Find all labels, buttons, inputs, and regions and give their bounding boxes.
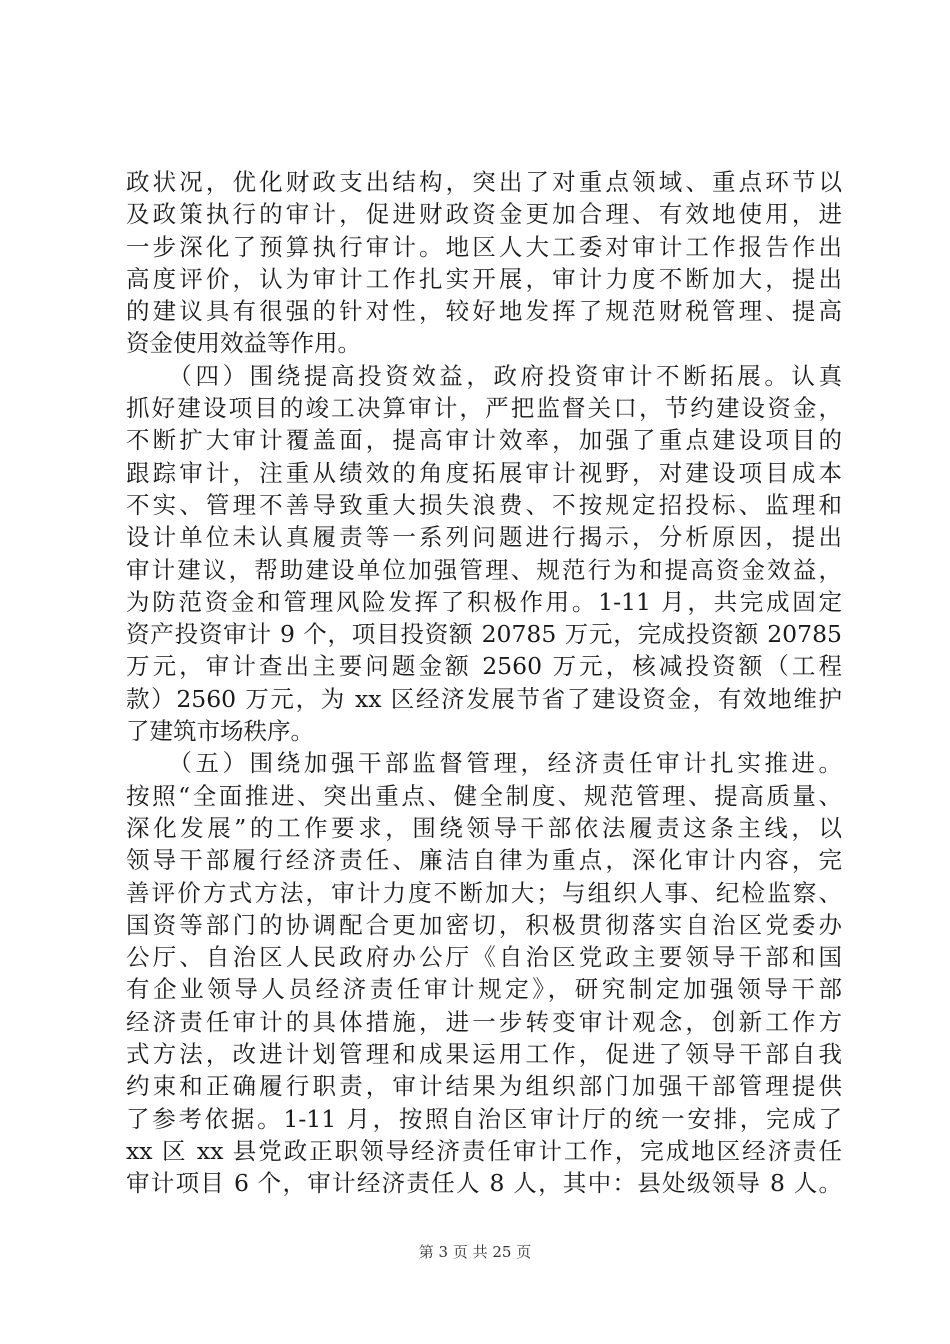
text-line: 资金使用效益等作用。: [126, 329, 361, 358]
text-line: 万元，审计查出主要问题金额 2560 万元，核减投资额（工程: [126, 652, 842, 681]
text-line: （四）围绕提高投资效益，政府投资审计不断拓展。认真: [126, 361, 842, 390]
text-line: 有企业领导人员经济责任审计规定》，研究制定加强领导干部: [126, 975, 842, 1004]
text-line: 了建筑市场秩序。: [126, 717, 314, 746]
text-line: 审计项目 6 个，审计经济责任人 8 人，其中：县处级领导 8 人。: [126, 1169, 842, 1198]
text-line: 不断扩大审计覆盖面，提高审计效率，加强了重点建设项目的: [126, 426, 842, 455]
text-line: 的建议具有很强的针对性，较好地发挥了规范财税管理、提高: [126, 297, 842, 326]
text-line: （五）围绕加强干部监督管理，经济责任审计扎实推进。: [126, 749, 842, 778]
document-body: [126, 166, 842, 1200]
text-line: 约束和正确履行职责，审计结果为组织部门加强干部管理提供: [126, 1072, 842, 1101]
text-line: 资产投资审计 9 个，项目投资额 20785 万元，完成投资额 20785: [126, 620, 842, 649]
text-line: 不实、管理不善导致重大损失浪费、不按规定招投标、监理和: [126, 490, 842, 519]
text-line: 政状况，优化财政支出结构，突出了对重点领域、重点环节以: [126, 168, 842, 196]
text-line: 及政策执行的审计，促进财政资金更加合理、有效地使用，进: [126, 200, 842, 229]
page-footer: 第 3 页 共 25 页: [418, 1243, 532, 1261]
text-line: 公厅、自治区人民政府办公厅《自治区党政主要领导干部和国: [126, 943, 842, 972]
text-line: 善评价方式方法，审计力度不断加大；与组织人事、纪检监察、: [126, 878, 842, 907]
text-line: 款）2560 万元，为 xx 区经济发展节省了建设资金，有效地维护: [126, 684, 842, 713]
text-line: 设计单位未认真履责等一系列问题进行揭示，分析原因，提出: [126, 523, 842, 552]
text-line: 审计建议，帮助建设单位加强管理、规范行为和提高资金效益，: [126, 555, 842, 584]
text-line: 高度评价，认为审计工作扎实开展，审计力度不断加大，提出: [126, 264, 842, 293]
text-line: 按照“全面推进、突出重点、健全制度、规范管理、提高质量、: [126, 781, 842, 810]
text-line: 抓好建设项目的竣工决算审计，严把监督关口，节约建设资金，: [126, 394, 842, 423]
text-line: xx 区 xx 县党政正职领导经济责任审计工作，完成地区经济责任: [126, 1136, 842, 1165]
text-line: 经济责任审计的具体措施，进一步转变审计观念，创新工作方: [126, 1007, 842, 1036]
text-line: 领导干部履行经济责任、廉洁自律为重点，深化审计内容，完: [126, 846, 842, 875]
text-line: 跟踪审计，注重从绩效的角度拓展审计视野，对建设项目成本: [126, 458, 842, 487]
text-line: 国资等部门的协调配合更加密切，积极贯彻落实自治区党委办: [126, 910, 842, 939]
text-line: 为防范资金和管理风险发挥了积极作用。1-11 月，共完成固定: [126, 587, 842, 616]
text-line: 深化发展”的工作要求，围绕领导干部依法履责这条主线，以: [126, 813, 842, 842]
text-line: 式方法，改进计划管理和成果运用工作，促进了领导干部自我: [126, 1040, 842, 1069]
text-line: 一步深化了预算执行审计。地区人大工委对审计工作报告作出: [126, 232, 842, 261]
text-line: 了参考依据。1-11 月，按照自治区审计厅的统一安排，完成了: [126, 1104, 842, 1133]
